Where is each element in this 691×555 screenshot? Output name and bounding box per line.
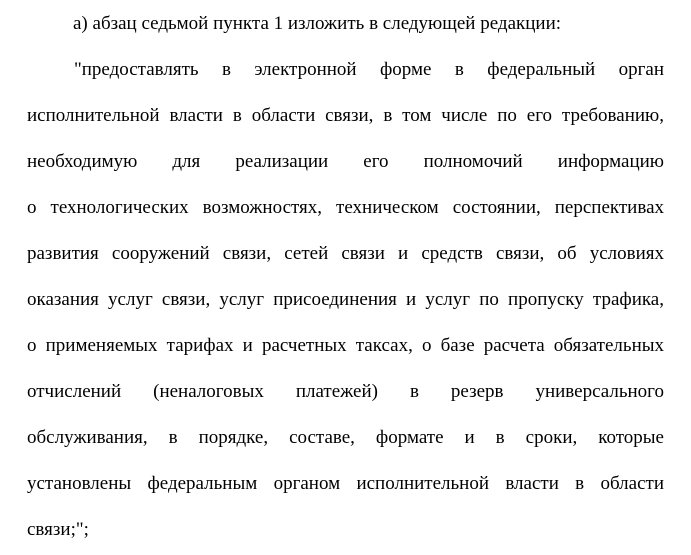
paragraph-line: обслуживания, в порядке, составе, формате и в сроки, которые bbox=[27, 427, 664, 448]
paragraph-line: исполнительной власти в области связи, в том числе по его требованию, bbox=[27, 105, 664, 126]
paragraph-line: о технологических возможностях, техническом состоянии, перспективах bbox=[27, 197, 664, 218]
paragraph-line: развития сооружений связи, сетей связи и средств связи, об условиях bbox=[27, 243, 664, 264]
paragraph-line: оказания услуг связи, услуг присоединения и услуг по пропуску трафика, bbox=[27, 289, 664, 310]
paragraph-line: установлены федеральным органом исполнительной власти в области bbox=[27, 473, 664, 494]
paragraph-line: о применяемых тарифах и расчетных таксах, о базе расчета обязательных bbox=[27, 335, 664, 356]
amendment-heading: а) абзац седьмой пункта 1 изложить в следующей редакции: bbox=[73, 13, 562, 34]
paragraph-line: необходимую для реализации его полномочий информацию bbox=[27, 151, 664, 172]
paragraph-line: "предоставлять в электронной форме в федеральный орган bbox=[74, 59, 664, 80]
paragraph-line-last: связи;"; bbox=[27, 519, 89, 540]
paragraph-line: отчислений (неналоговых платежей) в резерв универсального bbox=[27, 381, 664, 402]
